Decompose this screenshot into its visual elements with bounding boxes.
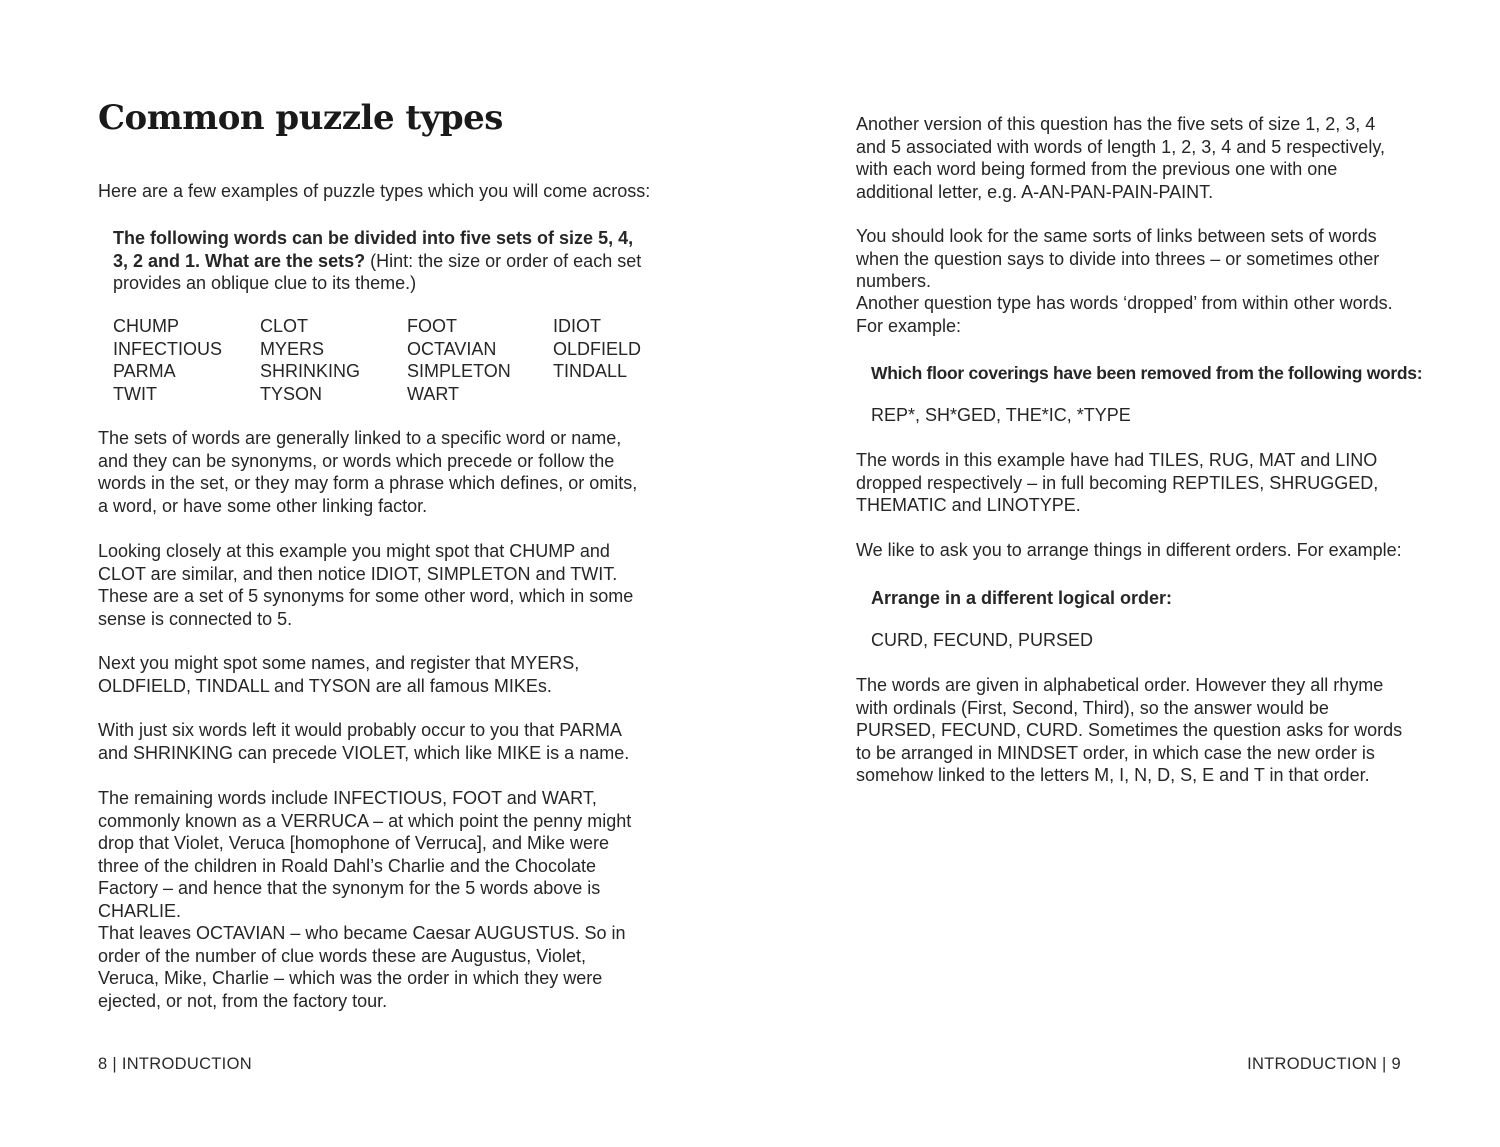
footer-left: 8 | INTRODUCTION [98,1055,252,1073]
paragraph: Another version of this question has the five sets of size 1, 2, 3, 4 and 5 associated with words of length 1, 2, 3, 4 and 5 respectively, with each word being formed from the previous one with one additional letter, e.g. A-AN-PAN-PAIN-PAINT. [856,114,1385,202]
paragraph: With just six words left it would probably occur to you that PARMA and SHRINKING can precede VIOLET, which like MIKE is a name. [98,720,630,763]
question-words: CURD, FECUND, PURSED [871,630,1094,650]
word-cell: TINDALL [553,361,628,381]
paragraph: The words are given in alphabetical order. However they all rhyme with ordinals (First, Second, Third), so the answer would be PURSED, FECUND, CURD. Sometimes the question asks for words to be arranged in MINDSET order, in which case the new order is somehow linked to the letters M, I, N, D, S, E and T in that order. [856,675,1403,785]
word-cell [553,383,663,406]
word-cell: TWIT [113,383,157,404]
word-cell: TYSON [260,383,323,404]
paragraph: Another question type has words ‘dropped’ from within other words. For example: [856,293,1393,336]
word-cell: INFECTIOUS [113,338,223,359]
word-cell: OCTAVIAN [407,338,497,359]
word-cell: IDIOT [553,316,601,336]
example-question [113,227,643,295]
word-cell: WART [407,383,459,404]
word-grid [113,315,663,405]
paragraph: Looking closely at this example you might spot that CHUMP and CLOT are similar, and then notice IDIOT, SIMPLETON and TWIT. These are a set of 5 synonyms for some other word, which in some sense is connected to 5. [98,541,634,629]
intro-text: Here are a few examples of puzzle types which you will come across: [98,181,651,201]
word-cell: SIMPLETON [407,361,511,381]
paragraph: The sets of words are generally linked to a specific word or name, and they can be synonyms, or words which precede or follow the words in the set, or they may form a phrase which defines, or omits, a word, or have some other linking factor. [98,428,638,516]
paragraph: Next you might spot some names, and register that MYERS, OLDFIELD, TINDALL and TYSON are all famous MIKEs. [98,653,580,696]
word-cell: CHUMP [113,316,179,336]
question-floor-coverings: Which floor coverings have been removed from the following words: [871,363,1423,383]
question-bold: The following words can be divided into five sets of size 5, 4, 3, 2 and 1. What are the sets? [113,228,634,271]
paragraph: That leaves OCTAVIAN – who became Caesar AUGUSTUS. So in order of the number of clue words these are Augustus, Violet, Veruca, Mike, Charlie – which was the order in which they were ejected, or not, from the factory tour. [98,923,626,1011]
paragraph: The words in this example have had TILES, RUG, MAT and LINO dropped respectively – in full becoming REPTILES, SHRUGGED, THEMATIC and LINOTYPE. [856,450,1379,515]
footer-right: INTRODUCTION | 9 [1247,1055,1401,1073]
word-cell: FOOT [407,316,457,336]
word-cell: MYERS [260,338,325,359]
word-cell: CLOT [260,316,309,336]
word-cell: SHRINKING [260,361,361,381]
word-cell: PARMA [113,361,176,381]
word-cell: OLDFIELD [553,338,642,359]
paragraph: The remaining words include INFECTIOUS, FOOT and WART, commonly known as a VERRUCA – at which point the penny might drop that Violet, Veruca [homophone of Verruca], and Mike were three of the children in Roald Dahl’s Charlie and the Chocolate Factory – and hence that the synonym for the 5 words above is CHARLIE. [98,788,632,921]
question-hint: (Hint: the size or order of each set provides an oblique clue to its theme.) [113,250,642,293]
page-title: Common puzzle types [98,98,503,138]
paragraph: You should look for the same sorts of links between sets of words when the question says to divide into threes – or sometimes other numbers. [856,226,1380,291]
question-logical-order: Arrange in a different logical order: [871,588,1173,608]
question-words: REP*, SH*GED, THE*IC, *TYPE [871,405,1131,425]
paragraph: We like to ask you to arrange things in different orders. For example: [856,540,1402,560]
